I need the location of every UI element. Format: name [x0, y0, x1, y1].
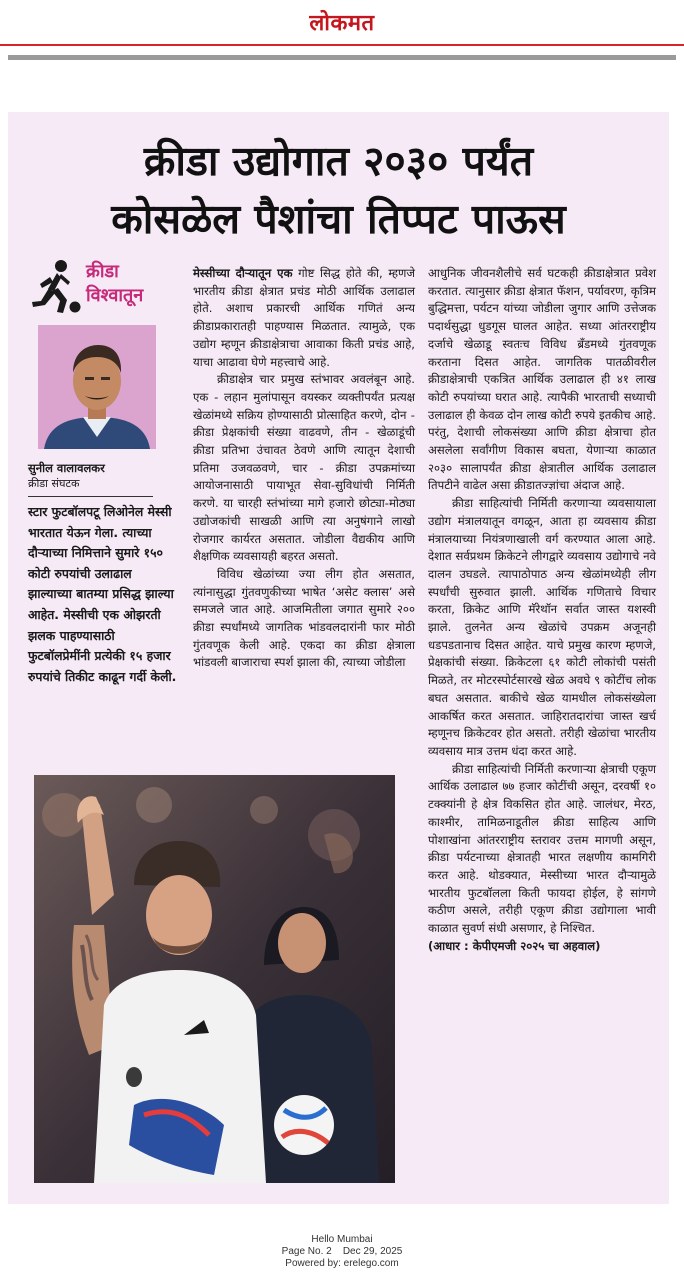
- kicker-label: [86, 260, 143, 308]
- body-paragraph: आधुनिक जीवनशैलीचे सर्व घटकही क्रीडाक्षेत्रात प्रवेश करतात. त्यानुसार क्रीडा क्षेत्रात फॅशन, पर्यावरण, कृत्रिम बुद्धिमत्ता, पर्यटन यांच्या जोडीला जुगार आणि उत्तेजक पदार्थसुद्धा धुडगूस घालत आहेत. सध्या आंतरराष्ट्रीय दर्जाचे खेळाडू स्वतःच विविध ब्रँडमध्ये गुंतवणूक करताना दिसत आहेत. जागतिक पातळीवरील क्रीडाक्षेत्राची एकत्रित आर्थिक उलाढाल ही ४१ लाख कोटी रुपयांच्या घरात आहे. त्यापैकी भारताची सध्याची उलाढाल ही केवळ दोन लाख कोटी रुपये इतकीच आहे. परंतु, देशाची लोकसंख्या आणि क्रीडा क्षेत्राचा होत असलेला सर्वांगीण विकास बघता, येणाऱ्या काळात २०३० सालापर्यंत क्रीडा क्षेत्रातील आर्थिक उलाढाल तिपटीने वाढेल असा क्रीडातज्ज्ञांचा अंदाज आहे.: [428, 266, 656, 493]
- body-paragraph: क्रीडा साहित्यांची निर्मिती करणाऱ्या क्षेत्राची एकूण आर्थिक उलाढाल ७७ हजार कोटींची असून, दरवर्षी १० टक्क्यांनी हे क्षेत्र विकसित होत आहे. जालंधर, मेरठ, काश्मीर, तामिळनाडूतील क्रीडा साहित्य आणि पोशाखांना आंतरराष्ट्रीय स्तरावर उत्तम मागणी असून, क्रीडा पर्यटनाच्या क्षेत्रातही भारत लक्षणीय कामगिरी करत आहे. थोडक्यात, मेस्सीच्या भारत दौऱ्यामुळे भारतीय फुटबॉलला किती फायदा होईल, हे सांगणे कठीण असले, तरीही एकूण क्रीडा उद्योगाला भावी काळात सुवर्ण संधी असणार, हे निश्चित.: [428, 761, 656, 936]
- byline: [28, 460, 156, 492]
- page-footer: [0, 1234, 684, 1270]
- lokmat-logo[interactable]: लोकमत: [309, 10, 375, 36]
- author-photo: [38, 325, 156, 449]
- article-lede: स्टार फुटबॉलपटू लिओनेल मेस्सी भारतात येऊन गेला. त्याच्या दौऱ्याच्या निमित्ताने सुमारे १५० कोटी रुपयांची उलाढाल झाल्याच्या बातम्या प्रसिद्ध झाल्या आहेत. मेस्सीची एक ओझरती झलक पाहण्यासाठी फुटबॉलप्रेमींनी प्रत्येकी १५ हजार रुपयांचे तिकीट काढून गर्दी केली.: [28, 504, 177, 684]
- article-column-3: [428, 265, 656, 955]
- author-name: सुनील वालावलकर: [28, 461, 105, 475]
- masthead-rule: [0, 44, 684, 46]
- column-kicker: [28, 258, 178, 316]
- body-paragraph: क्रीडाक्षेत्र चार प्रमुख स्तंभावर अवलंबून आहे. एक - लहान मुलांपासून वयस्कर व्यक्तीपर्यंत प्रत्यक्ष खेळांमध्ये सक्रिय होण्यासाठी प्रोत्साहित करणे, दोन - क्रीडा प्रेक्षकांची संख्या वाढवणे, तीन - खेळाडूंची क्रीडा प्रतिभा उंचावत ठेवणे आणि त्यातून देशाची प्रतिमा उजवळवणे, चार - क्रीडा उपक्रमांच्या आयोजनासाठी पायाभूत सेवा-सुविधांची निर्मिती करणे. या चारही स्तंभांच्या मागे हजारो छोट्या-मोठ्या उद्योजकांची साखळी आणि त्या अनुषंगाने लाखो रोजगार कार्यरत असतात. जोडीला वैद्यकीय आणि शैक्षणिक व्यवसायही बहरत असतो.: [193, 372, 415, 564]
- byline-divider: [28, 496, 153, 497]
- author-portrait-illustration: [38, 325, 156, 449]
- paragraph-text: गोष्ट सिद्ध होते की, म्हणजे भारतीय क्रीडा क्षेत्रात प्रचंड मोठी आर्थिक उलाढाल होते. अशाच प्रकारची आर्थिक गणितं अन्य क्रीडाप्रकारातही पाहण्यास मिळतात. त्यामुळे, एक उद्योग म्हणून क्रीडाक्षेत्राचा आवाका किती प्रचंड आहे, याचा आढावा घेणे महत्त्वाचे आहे.: [193, 266, 415, 369]
- headline-line-1: क्रीडा उद्योगात २०३० पर्यंत: [143, 137, 534, 185]
- body-paragraph: क्रीडा साहित्यांची निर्मिती करणाऱ्या व्यवसायाला उद्योग मंत्रालयातून वगळून, आता हा व्यवसाय क्रीडा मंत्रालयाच्या नियंत्रणाखाली वर्ग करण्यात आला आहे. देशात सर्वप्रथम क्रिकेटने लीगद्वारे व्यवसाय उद्योगाचे नवे दालन उघडले. त्यापाठोपाठ अन्य खेळांमध्येही लीग स्पर्धांची सुरुवात झाली. आर्थिक गणिताचे विचार करता, क्रिकेट आणि मॅरेथॉन सर्वात जास्त यशस्वी झाले. तुलनेत अन्य खेळांचे उपक्रम अजूनही धडपडतानाच दिसत आहेत. याचे प्रमुख कारण म्हणजे, प्रेक्षकांची संख्या. क्रिकेटला ६१ कोटी लोकांची पसंती मिळते, तर मोटरस्पोर्टसारखे खेळ अवघे ९ कोटींच लोक बघत असतात. बाकीचे खेळ यामधील लोकसंख्येला आकर्षित करत असतात. जाहिरातदारांचा जास्त खर्च म्हणूनच क्रिकेटवर होत असतो. तरीही खेळांचा भारतीय व्यवसाय मात्र उत्तम धंदा करत आहे.: [428, 496, 656, 758]
- article-column-2: [193, 265, 415, 672]
- kicker-line-1: क्रीडा: [86, 261, 119, 282]
- publication-date: Dec 29, 2025: [342, 1246, 403, 1257]
- section-divider: [8, 55, 676, 60]
- page-number: Page No. 2: [281, 1246, 332, 1257]
- stadium-photo-illustration: [34, 775, 395, 1183]
- paragraph-lead-in: मेस्सीच्या दौऱ्यातून एक: [193, 266, 293, 280]
- page-info: [0, 1246, 684, 1258]
- running-player-icon: [28, 258, 82, 314]
- body-paragraph: विविध खेळांच्या ज्या लीग होत असतात, त्यांनासुद्धा गुंतवणुकीच्या भाषेत ‘असेट क्लास’ असे समजले जात आहे. आजमितीला जगात सुमारे २०० क्रीडा स्पर्धांमध्ये जागतिक भांडवलदारांनी फार मोठी गुंतवणूक केली आहे. एकदा का क्रीडा क्षेत्राला भांडवली बाजाराचा स्पर्श झाला की, त्याच्या जोडीला: [193, 566, 415, 670]
- headline-line-2: कोसळेल पैशांचा तिप्पट पाऊस: [111, 195, 566, 243]
- powered-by-link[interactable]: Powered by: erelego.com: [285, 1258, 399, 1269]
- edition-label: Hello Mumbai: [311, 1234, 373, 1245]
- kicker-line-2: विश्वातून: [86, 285, 144, 306]
- masthead: [0, 0, 684, 46]
- source-note: (आधार : केपीएमजी २०२५ चा अहवाल): [428, 938, 601, 953]
- body-paragraph: [193, 265, 415, 371]
- article-photo: [34, 775, 395, 1183]
- author-role: क्रीडा संघटक: [28, 477, 80, 490]
- article-clipping: [8, 112, 669, 1204]
- article-headline: [8, 132, 669, 248]
